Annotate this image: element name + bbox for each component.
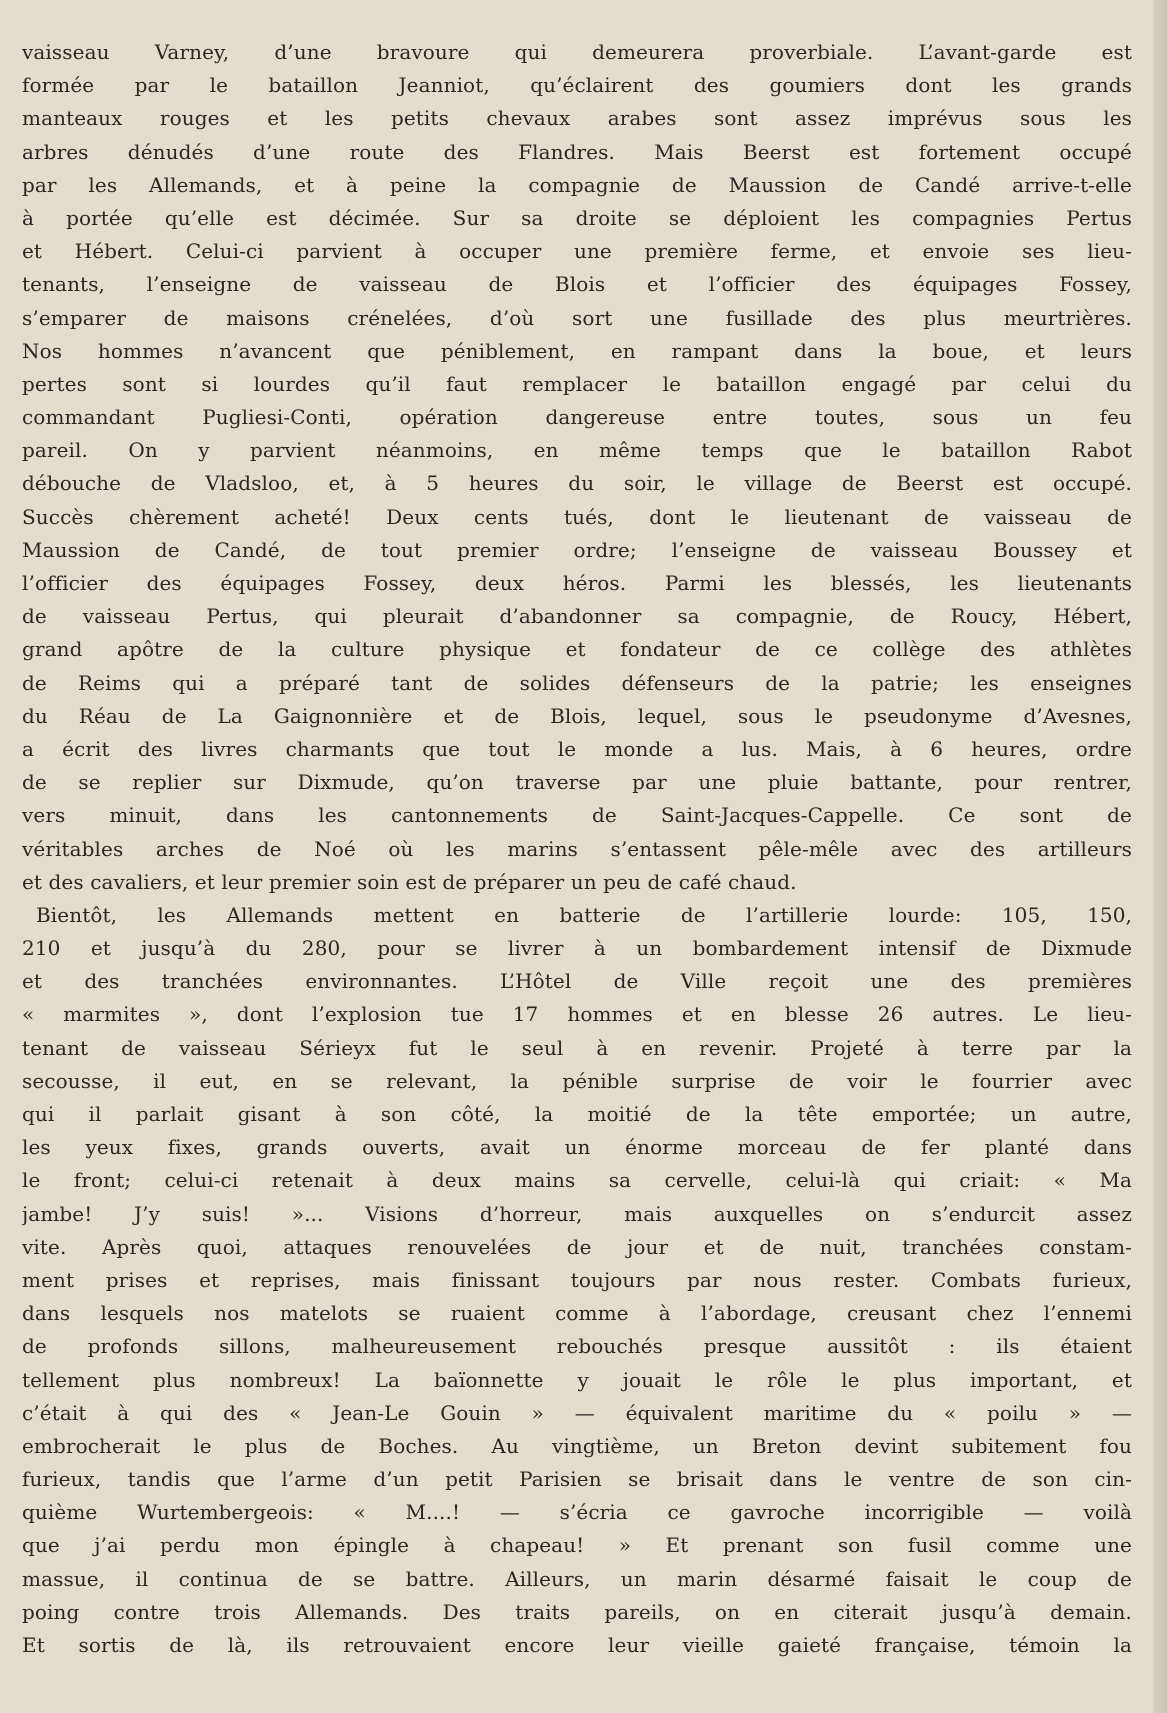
text-line: de vaisseau Pertus, qui pleurait d’abandonner sa compagnie, de Roucy, Hébert, <box>22 604 1132 629</box>
text-line: véritables arches de Noé où les marins s’entassent pêle-mêle avec des artilleurs <box>22 836 1132 861</box>
text-line: à portée qu’elle est décimée. Sur sa droite se déploient les compagnies Pertus <box>22 205 1132 230</box>
text-line: secousse, il eut, en se relevant, la pénible surprise de voir le fourrier avec <box>22 1068 1132 1093</box>
text-line: dans lesquels nos matelots se ruaient comme à l’abordage, creusant chez l’ennemi <box>22 1301 1132 1326</box>
text-line: que j’ai perdu mon épingle à chapeau! » Et prenant son fusil comme une <box>22 1533 1132 1558</box>
text-line: pertes sont si lourdes qu’il faut remplacer le bataillon engagé par celui du <box>22 371 1132 396</box>
body-text <box>22 36 1132 1662</box>
text-line: tenants, l’enseigne de vaisseau de Blois et l’officier des équipages Fossey, <box>22 272 1132 297</box>
text-line: qui il parlait gisant à son côté, la moitié de la tête emportée; un autre, <box>22 1102 1132 1126</box>
text-line: vaisseau Varney, d’une bravoure qui demeurera proverbiale. L’avant-garde est <box>22 40 1132 64</box>
text-line: formée par le bataillon Jeanniot, qu’éclairent des goumiers dont les grands <box>22 73 1132 98</box>
paragraph-start-line: Bientôt, les Allemands mettent en batterie de l’artillerie lourde: 105, 150, <box>36 902 1132 927</box>
text-line: grand apôtre de la culture physique et fondateur de ce collège des athlètes <box>22 637 1132 662</box>
text-line: de Reims qui a préparé tant de solides défenseurs de la patrie; les enseignes <box>22 670 1132 695</box>
text-line: tellement plus nombreux! La baïonnette y jouait le rôle le plus important, et <box>22 1367 1132 1392</box>
text-line: commandant Pugliesi-Conti, opération dangereuse entre toutes, sous un feu <box>22 405 1132 430</box>
text-line: de profonds sillons, malheureusement rebouchés presque aussitôt : ils étaient <box>22 1334 1132 1359</box>
text-line: poing contre trois Allemands. Des traits pareils, on en citerait jusqu’à demain. <box>22 1599 1132 1624</box>
text-line: a écrit des livres charmants que tout le monde a lus. Mais, à 6 heures, ordre <box>22 736 1132 761</box>
text-line: Succès chèrement acheté! Deux cents tués, dont le lieutenant de vaisseau de <box>22 504 1132 529</box>
text-line: par les Allemands, et à peine la compagnie de Maussion de Candé arrive-t-elle <box>22 172 1132 197</box>
text-line: jambe! J’y suis! »... Visions d’horreur, mais auxquelles on s’endurcit assez <box>22 1201 1132 1226</box>
text-line: manteaux rouges et les petits chevaux arabes sont assez imprévus sous les <box>22 106 1132 131</box>
text-line: s’emparer de maisons crénelées, d’où sort une fusillade des plus meurtrières. <box>22 305 1132 330</box>
text-line: massue, il continua de se battre. Ailleurs, un marin désarmé faisait le coup de <box>22 1566 1132 1591</box>
text-line: l’officier des équipages Fossey, deux héros. Parmi les blessés, les lieutenants <box>22 571 1132 595</box>
text-line: du Réau de La Gaignonnière et de Blois, lequel, sous le pseudonyme d’Avesnes, <box>22 703 1132 728</box>
text-line: Maussion de Candé, de tout premier ordre; l’enseigne de vaisseau Boussey et <box>22 537 1132 562</box>
text-line: 210 et jusqu’à du 280, pour se livrer à un bombardement intensif de Dixmude <box>22 936 1132 961</box>
text-line: et des tranchées environnantes. L’Hôtel de Ville reçoit une des premières <box>22 969 1132 994</box>
text-line: vite. Après quoi, attaques renouvelées de jour et de nuit, tranchées constam- <box>22 1234 1132 1259</box>
text-line: quième Wurtembergeois: « M....! — s’écria ce gavroche incorrigible — voilà <box>22 1500 1132 1525</box>
text-line: débouche de Vladsloo, et, à 5 heures du soir, le village de Beerst est occupé. <box>22 471 1132 496</box>
paragraph-end-line: et des cavaliers, et leur premier soin est de préparer un peu de café chaud. <box>22 869 797 894</box>
text-line: ment prises et reprises, mais finissant toujours par nous rester. Combats furieux, <box>22 1267 1132 1292</box>
text-line: furieux, tandis que l’arme d’un petit Parisien se brisait dans le ventre de son cin- <box>22 1467 1132 1492</box>
text-line: pareil. On y parvient néanmoins, en même temps que le bataillon Rabot <box>22 438 1132 463</box>
page-edge <box>1153 0 1167 1713</box>
text-line: tenant de vaisseau Sérieyx fut le seul à en revenir. Projeté à terre par la <box>22 1035 1132 1060</box>
text-line: vers minuit, dans les cantonnements de Saint-Jacques-Cappelle. Ce sont de <box>22 803 1132 828</box>
text-line: les yeux fixes, grands ouverts, avait un énorme morceau de fer planté dans <box>22 1135 1132 1160</box>
text-line: le front; celui-ci retenait à deux mains sa cervelle, celui-là qui criait: « Ma <box>22 1168 1132 1193</box>
text-line: et Hébert. Celui-ci parvient à occuper une première ferme, et envoie ses lieu- <box>22 239 1132 264</box>
text-line: c’était à qui des « Jean-Le Gouin » — équivalent maritime du « poilu » — <box>22 1400 1132 1425</box>
text-line: arbres dénudés d’une route des Flandres. Mais Beerst est fortement occupé <box>22 139 1132 164</box>
text-line: embrocherait le plus de Boches. Au vingtième, un Breton devint subitement fou <box>22 1433 1132 1458</box>
text-line: Et sortis de là, ils retrouvaient encore leur vieille gaieté française, témoin la <box>22 1633 1132 1657</box>
text-line: de se replier sur Dixmude, qu’on traverse par une pluie battante, pour rentrer, <box>22 770 1132 795</box>
text-line: Nos hommes n’avancent que péniblement, en rampant dans la boue, et leurs <box>22 338 1132 363</box>
text-line: « marmites », dont l’explosion tue 17 hommes et en blesse 26 autres. Le lieu- <box>22 1002 1132 1027</box>
